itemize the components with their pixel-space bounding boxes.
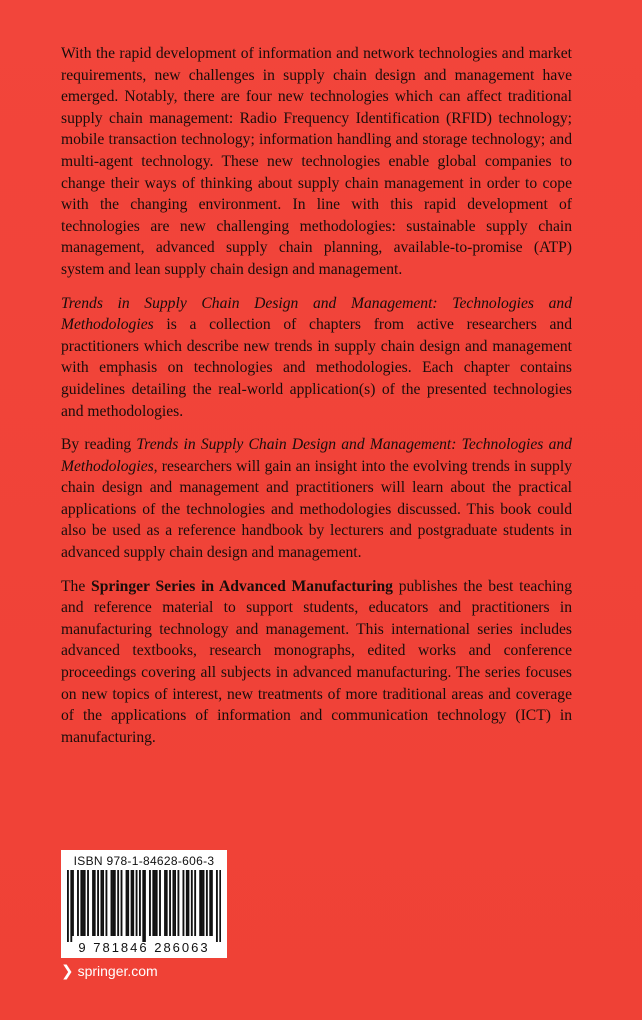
barcode-bar [132,870,134,936]
barcode-bar [211,870,213,936]
barcode-bar [159,870,161,936]
barcode-bar [209,870,211,936]
barcode-bar [121,870,123,936]
barcode-bar [144,870,146,942]
barcode-bar [174,870,176,936]
barcode-bar [70,870,72,942]
barcode-bar [199,870,201,936]
isbn-barcode [61,850,227,958]
barcode-bar [67,870,69,942]
ean-digits: 9 781846 286063 [78,940,210,955]
barcode-bar [219,870,221,942]
barcode-bar [188,870,190,936]
barcode-bar [149,870,151,936]
barcode-bar [127,870,129,936]
barcode-bar [77,870,79,936]
barcode-bar [106,870,108,936]
paragraph-book-summary: Trends in Supply Chain Design and Management: Technologies and Methodologies is a collection of chapters from active researchers and practitioners which describe new trends in supply chain design and management with emphasis on technologies and methodologies. Each chapter contains guidelines detailing the real-world application(s) of the presented technologies and methodologies. [61,294,572,420]
book-title-italic-2: Trends in Supply Chain Design and Management: Technologies and Methodologies, [61,436,572,475]
publisher-url: springer.com [77,963,158,979]
barcode-bar [82,870,84,936]
barcode-bar [216,870,218,942]
barcode-bar [102,870,104,936]
barcode-bar [206,870,208,936]
isbn-label: ISBN 978-1-84628-606-3 [73,854,215,868]
barcode-bar [92,870,94,936]
barcode-bar [172,870,174,936]
barcode-bar [186,870,188,936]
barcode-bar [117,870,119,936]
barcode-bar [142,870,144,942]
barcode-bars [67,870,221,942]
barcode-bar [111,870,113,936]
barcode-bar [126,870,128,936]
barcode-bar [183,870,185,936]
barcode-bar [97,870,99,936]
paragraph-readers: By reading Trends in Supply Chain Design and Management: Technologies and Methodologies, researchers will gain an insight into the evolving trends in supply chain design and management and practitioners will learn about the practical applications of the technologies and methodologies discussed. This book could also be used as a reference handbook by lecturers and postgraduate students in advanced supply chain design and management. [61,436,572,562]
barcode-bar [94,870,96,936]
paragraph-intro: With the rapid development of information and network technologies and market requirements, new challenges in supply chain design and management have emerged. Notably, there are four new technologies which can affect traditional supply chain management: Radio Frequency Identification (RFID) technology; mobile transaction technology; information handling and storage technology; and multi-agent technology. These new technologies enable global companies to change their ways of thinking about supply chain management in order to cope with the changing environment. In line with this rapid development of technologies are new challenging methodologies: sustainable supply chain management, advanced supply chain planning, available-to-promise (ATP) system and lean supply chain design and management. [61,45,572,278]
barcode-bar [169,870,171,936]
publisher-link[interactable] [61,963,158,979]
barcode-bar [194,870,196,936]
series-name: Springer Series in Advanced Manufacturing [91,577,393,595]
barcode-bar [87,870,89,936]
barcode-bar [136,870,138,936]
barcode-bar [84,870,86,936]
description-text [61,43,572,760]
barcode-bar [201,870,203,936]
barcode-bar [72,870,74,936]
barcode-bar [164,870,166,936]
chevron-right-icon: ❯ [61,962,74,980]
barcode-bar [112,870,114,936]
barcode-bar [114,870,116,936]
barcode-bar [156,870,158,936]
barcode-bar [191,870,193,936]
paragraph-series: The Springer Series in Advanced Manufacturing publishes the best teaching and reference material to support students, educators and practitioners in manufacturing technology and management. This international series includes advanced textbooks, research monographs, edited works and conference proceedings covering all subjects in advanced manufacturing. The series focuses on new topics of interest, new treatments of more traditional areas and coverage of the applications of information and communication technology (ICT) in manufacturing. [61,577,572,746]
barcode-bar [154,870,156,936]
barcode-bar [203,870,205,936]
barcode-bar [177,870,179,936]
barcode-bar [80,870,82,936]
barcode-bar [100,870,102,936]
barcode-bar [166,870,168,936]
barcode-bar [131,870,133,936]
barcode-bar [152,870,154,936]
barcode-bar [139,870,141,936]
book-title-italic: Trends in Supply Chain Design and Management: Technologies and Methodologies [61,294,572,334]
